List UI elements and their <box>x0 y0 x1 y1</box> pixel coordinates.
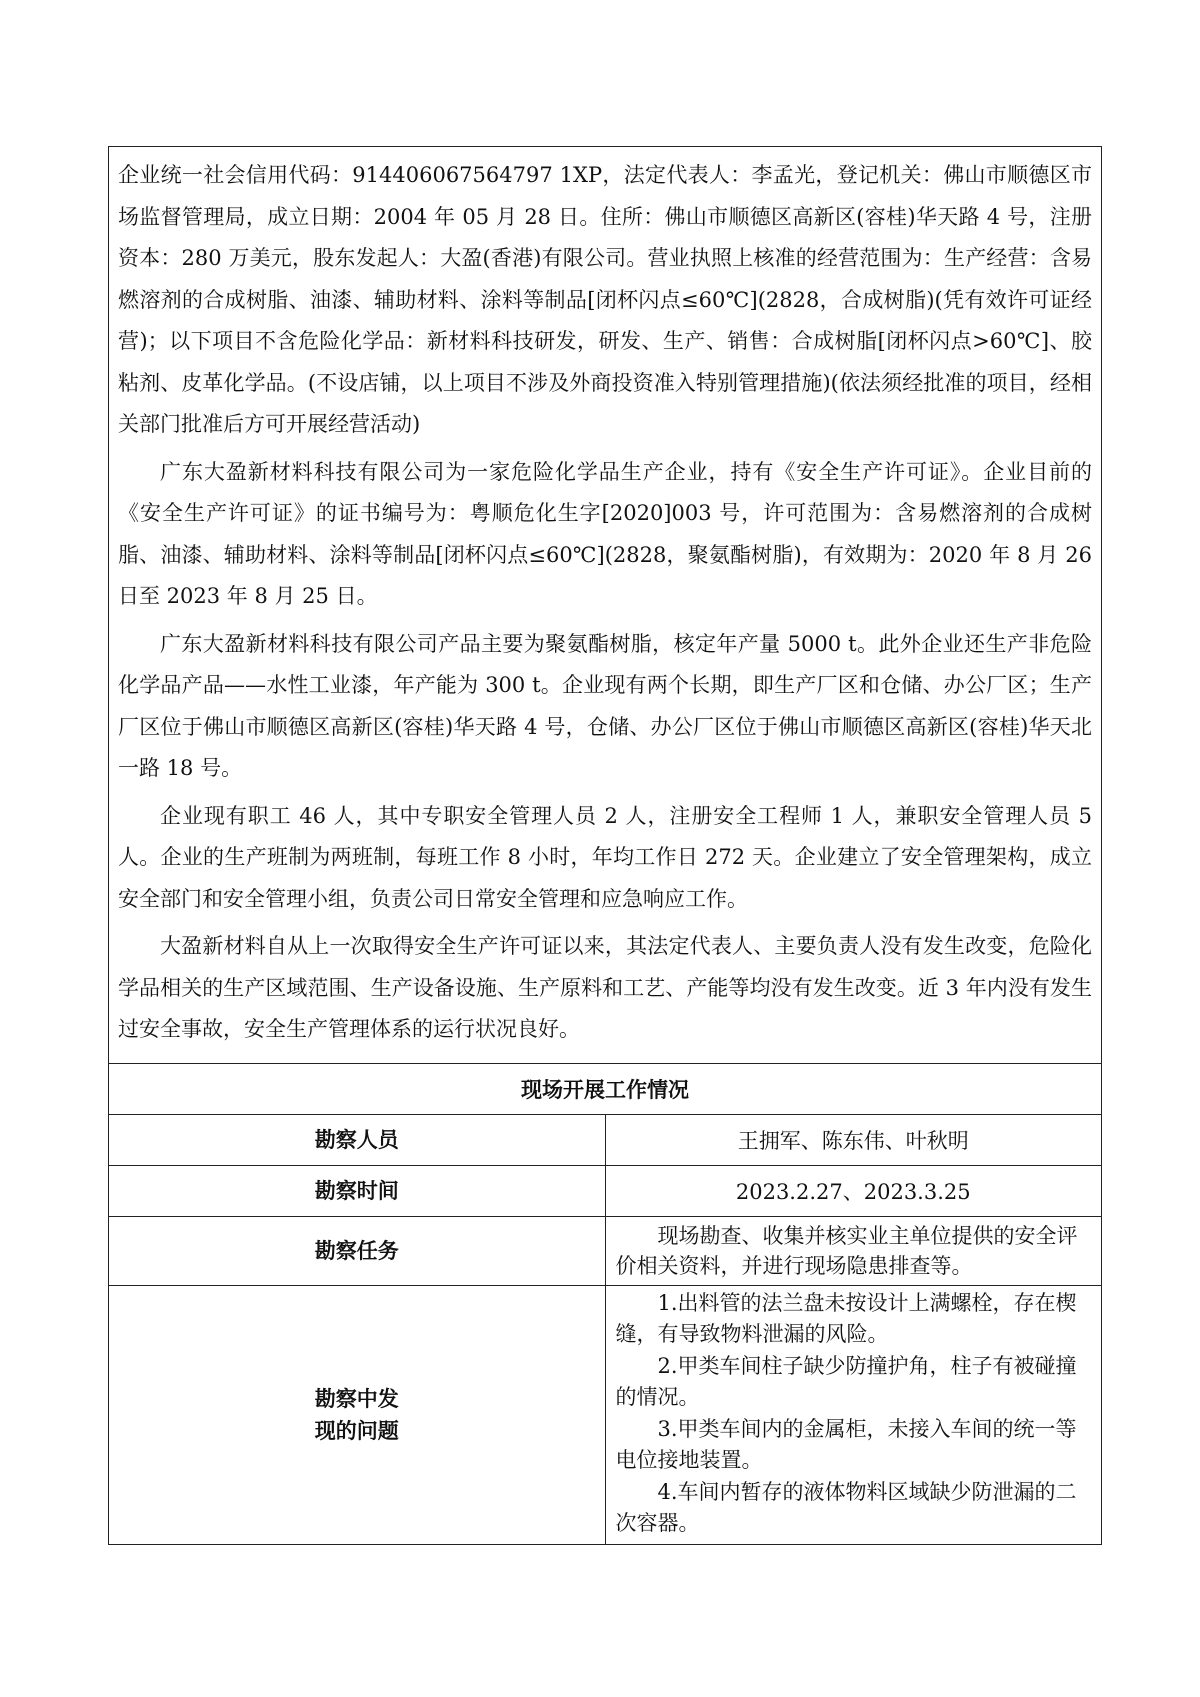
personnel-value: 王拥军、陈东伟、叶秋明 <box>605 1114 1102 1165</box>
issue-item: 3.甲类车间内的金属柜，未接入车间的统一等电位接地装置。 <box>615 1416 1077 1472</box>
time-value: 2023.2.27、2023.3.25 <box>605 1165 1102 1216</box>
issues-list <box>605 1285 1102 1544</box>
issues-row <box>109 1285 1102 1544</box>
time-row <box>109 1165 1102 1216</box>
issues-label <box>109 1285 606 1544</box>
personnel-label: 勘察人员 <box>109 1114 606 1165</box>
section-header-row <box>109 1063 1102 1114</box>
issue-item: 4.车间内暂存的液体物料区域缺少防泄漏的二次容器。 <box>615 1479 1077 1535</box>
task-value: 现场勘查、收集并核实业主单位提供的安全评价相关资料，并进行现场隐患排查等。 <box>615 1223 1078 1278</box>
report-table <box>108 146 1102 1545</box>
intro-paragraph-license: 广东大盈新材料科技有限公司为一家危险化学品生产企业，持有《安全生产许可证》。企业目前的《安全生产许可证》的证书编号为：粤顺危化生字[2020]003 号，许可范围为：含易燃溶剂的合成树脂、油漆、辅助材料、涂料等制品[闭杯闪点≤60℃](2828，聚氨酯树脂)，有效期为：2020 年 8 月 26 日至 2023 年 8 月 25 日。 <box>118 459 1092 608</box>
intro-cell <box>109 147 1102 1064</box>
intro-paragraph-status: 大盈新材料自从上一次取得安全生产许可证以来，其法定代表人、主要负责人没有发生改变，危险化学品相关的生产区域范围、生产设备设施、生产原料和工艺、产能等均没有发生改变。近 3 年内没有发生过安全事故，安全生产管理体系的运行状况良好。 <box>118 934 1092 1041</box>
task-row <box>109 1216 1102 1285</box>
personnel-row <box>109 1114 1102 1165</box>
time-label: 勘察时间 <box>109 1165 606 1216</box>
issues-label-line2: 现的问题 <box>314 1417 399 1443</box>
intro-paragraph-staff: 企业现有职工 46 人，其中专职安全管理人员 2 人，注册安全工程师 1 人，兼职安全管理人员 5 人。企业的生产班制为两班制，每班工作 8 小时，年均工作日 272 天。企业建立了安全管理架构，成立安全部门和安全管理小组，负责公司日常安全管理和应急响应工作。 <box>118 803 1092 911</box>
intro-paragraph-products: 广东大盈新材料科技有限公司产品主要为聚氨酯树脂，核定年产量 5000 t。此外企业还生产非危险化学品产品——水性工业漆，年产能为 300 t。企业现有两个长期，即生产厂区和仓储、办公厂区；生产厂区位于佛山市顺德区高新区(容桂)华天路 4 号，仓储、办公厂区位于佛山市顺德区高新区(容桂)华天北一路 18 号。 <box>118 631 1092 780</box>
intro-row <box>109 147 1102 1064</box>
issue-item: 1.出料管的法兰盘未按设计上满螺栓，存在楔缝，有导致物料泄漏的风险。 <box>615 1290 1077 1346</box>
intro-paragraph-company-info: 企业统一社会信用代码：914406067564797 1XP，法定代表人：李孟光，登记机关：佛山市顺德区市场监督管理局，成立日期：2004 年 05 月 28 日。住所：佛山市顺德区高新区(容桂)华天路 4 号，注册资本：280 万美元，股东发起人：大盈(香港)有限公司。营业执照上核准的经营范围为：生产经营：含易燃溶剂的合成树脂、油漆、辅助材料、涂料等制品[闭杯闪点≤60℃](2828，合成树脂)(凭有效许可证经营)；以下项目不含危险化学品：新材料科技研发，研发、生产、销售：合成树脂[闭杯闪点>60℃]、胶粘剂、皮革化学品。(不设店铺，以上项目不涉及外商投资准入特别管理措施)(依法须经批准的项目，经相关部门批准后方可开展经营活动) <box>118 163 1092 436</box>
task-label: 勘察任务 <box>109 1216 606 1285</box>
section-title: 现场开展工作情况 <box>109 1063 1102 1114</box>
task-value-cell <box>605 1216 1102 1285</box>
issues-label-line1: 勘察中发 <box>314 1385 399 1411</box>
issue-item: 2.甲类车间柱子缺少防撞护角，柱子有被碰撞的情况。 <box>615 1353 1077 1409</box>
